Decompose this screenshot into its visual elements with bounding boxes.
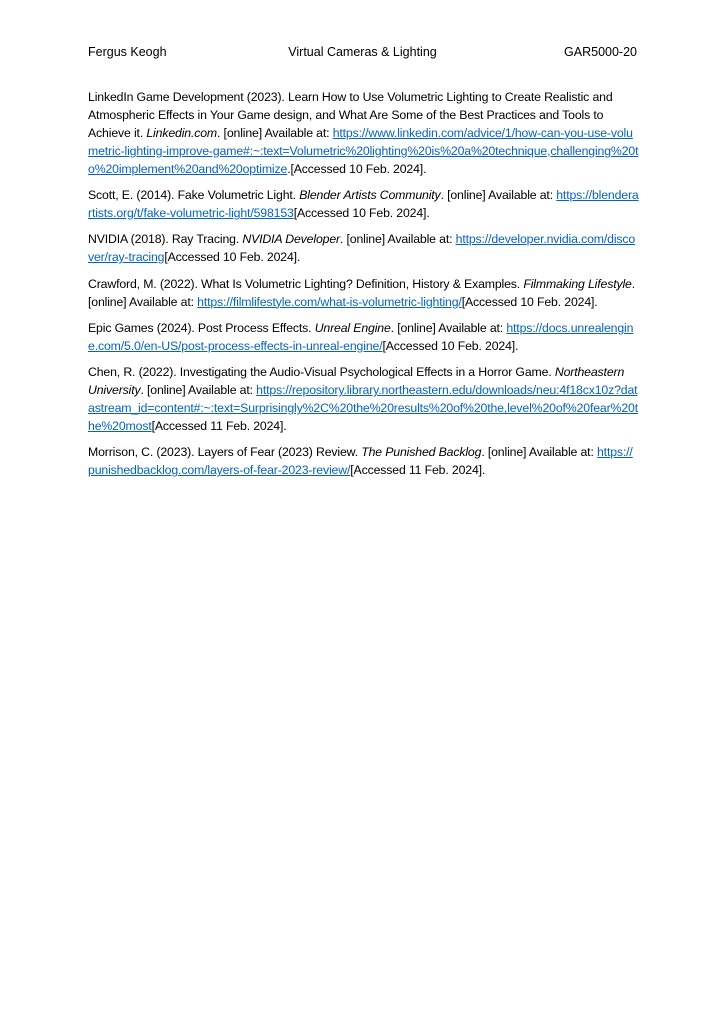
reference-link[interactable]: https://developer.nvidia.com/discover/ray-tracing (88, 232, 636, 265)
reference-source: Northeastern University (88, 365, 625, 398)
reference-entry (88, 187, 639, 223)
reference-mid: . [online] Available at: (440, 188, 557, 203)
reference-mid: . [online] Available at: (88, 276, 636, 309)
reference-accessed: [Accessed 11 Feb. 2024]. (350, 463, 486, 478)
reference-list (88, 89, 639, 489)
header-author: Fergus Keogh (88, 45, 167, 59)
reference-lead: LinkedIn Game Development (2023). Learn How to Use Volumetric Lighting to Create Realistic and Atmospheric Effects in Your Game design, and What Are Some of the Best Practices and Tools to Achieve it. (88, 90, 613, 140)
reference-link[interactable]: https://www.linkedin.com/advice/1/how-can-you-use-volumetric-lighting-improve-game#:~:text=Volumetric%20lighting%20is%20a%20technique,challenging%20to%20implement%20and%20optimize (88, 125, 639, 176)
reference-mid: . [online] Available at: (339, 232, 456, 247)
reference-mid: . [online] Available at: (481, 445, 597, 460)
reference-entry (88, 231, 639, 267)
reference-lead: Crawford, M. (2022). What Is Volumetric Lighting? Definition, History & Examples. (88, 276, 524, 291)
reference-lead: Epic Games (2024). Post Process Effects. (88, 320, 315, 335)
header-module-code: GAR5000-20 (564, 45, 637, 59)
reference-lead: NVIDIA (2018). Ray Tracing. (88, 232, 243, 247)
reference-link[interactable]: https://filmlifestyle.com/what-is-volumetric-lighting/ (197, 294, 462, 309)
reference-link[interactable]: https://punishedbacklog.com/layers-of-fear-2023-review/ (88, 445, 633, 478)
reference-source: Filmmaking Lifestyle (523, 276, 632, 291)
reference-link[interactable]: https://blenderartists.org/t/fake-volumetric-light/598153 (88, 188, 639, 220)
reference-source: Blender Artists Community (299, 188, 441, 203)
reference-source: NVIDIA Developer (242, 232, 340, 247)
reference-source: Unreal Engine (314, 320, 391, 335)
reference-entry (88, 276, 639, 312)
reference-entry (88, 320, 639, 356)
reference-mid: . [online] Available at: (217, 125, 333, 140)
reference-accessed: [Accessed 10 Feb. 2024]. (293, 205, 430, 220)
reference-link[interactable]: https://docs.unrealengine.com/5.0/en-US/post-process-effects-in-unreal-engine/ (88, 320, 634, 353)
reference-accessed: .[Accessed 10 Feb. 2024]. (287, 161, 427, 176)
reference-mid: . [online] Available at: (140, 383, 257, 398)
reference-lead: Chen, R. (2022). Investigating the Audio-Visual Psychological Effects in a Horror Game. (88, 365, 555, 380)
reference-entry (88, 364, 639, 436)
page-header (88, 44, 637, 62)
reference-accessed: [Accessed 10 Feb. 2024]. (382, 338, 519, 353)
header-title: Virtual Cameras & Lighting (288, 45, 437, 59)
reference-entry (88, 89, 639, 179)
reference-accessed: [Accessed 11 Feb. 2024]. (151, 419, 287, 433)
reference-lead: Scott, E. (2014). Fake Volumetric Light. (88, 188, 300, 203)
reference-entry (88, 444, 639, 480)
reference-source: Linkedin.com (146, 125, 218, 140)
reference-link[interactable]: https://repository.library.northeastern.edu/downloads/neu:4f18cx10z?datastream_id=content#:~:text=Surprisingly%2C%20the%20results%20of%20the,level%20of%20fear%20the%20most (88, 383, 638, 433)
reference-source: The Punished Backlog (361, 445, 482, 460)
reference-lead: Morrison, C. (2023). Layers of Fear (2023) Review. (88, 445, 362, 460)
reference-accessed: [Accessed 10 Feb. 2024]. (164, 250, 301, 265)
reference-mid: . [online] Available at: (390, 320, 507, 335)
reference-accessed: [Accessed 10 Feb. 2024]. (461, 294, 598, 309)
